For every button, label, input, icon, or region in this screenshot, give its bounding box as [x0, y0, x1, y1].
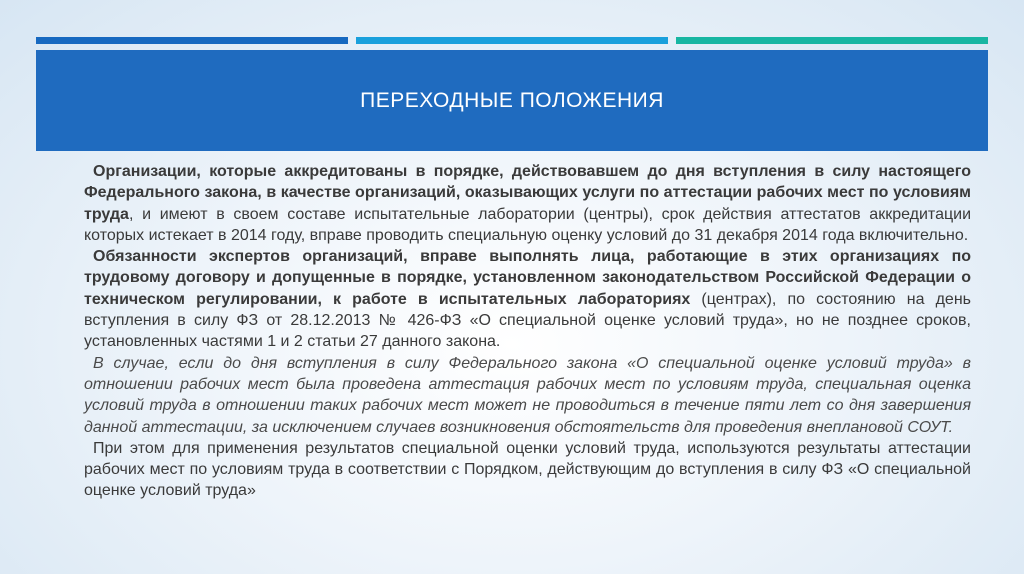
paragraph-4-normal: При этом для применения результатов специальной оценки условий труда, используются результаты аттестации рабочих мест по условиям труда в соответствии с Порядком, действующим до вступления в силу ФЗ «О специальной оценке условий труда»	[84, 439, 971, 500]
paragraph-expert-duties	[84, 246, 971, 352]
paragraph-previous-attestation	[84, 353, 971, 438]
slide-title: ПЕРЕХОДНЫЕ ПОЛОЖЕНИЯ	[360, 88, 664, 112]
paragraph-3-italic: В случае, если до дня вступления в силу Федерального закона «О специальной оценке условий труда» в отношении рабочих мест была проведена аттестация рабочих мест по условиям труда, специальная оценка условий труда в отношении таких рабочих мест может не проводиться в течение пяти лет со дня завершения данной аттестации, за исключением случаев возникновения обстоятельств для проведения внеплановой СОУТ.	[84, 354, 971, 436]
slide-body	[84, 161, 971, 502]
accent-bar-right	[676, 37, 988, 44]
accent-bar-middle	[356, 37, 668, 44]
paragraph-1-bold: Организации, которые аккредитованы в порядке, действовавшем до дня вступления в силу настоящего Федерального закона, в качестве организаций, оказывающих услуги по аттестации рабочих мест по условиям труда	[84, 163, 971, 223]
paragraph-2-normal: (центрах), по состоянию на день вступления в силу ФЗ от 28.12.2013 № 426-ФЗ «О специальной оценке условий труда», но не позднее сроков, установленных частями 1 и 2 статьи 27 данного закона.	[84, 290, 972, 351]
paragraph-1-normal: , и имеют в своем составе испытательные лаборатории (центры), срок действия аттестатов аккредитации которых истекает в 2014 году, вправе проводить специальную оценку условий до 31 декабря 2014 года включительно.	[84, 205, 971, 244]
accent-bar-left	[36, 37, 348, 44]
paragraph-accredited-organizations	[84, 161, 971, 246]
slide-header	[36, 50, 988, 151]
paragraph-2-bold: Обязанности экспертов организаций, вправе выполнять лица, работающие в этих организациях по трудовому договору и допущенные в порядке, установленном законодательством Российской Федерации о техническом регулировании, к работе в испытательных лабораториях	[84, 248, 971, 308]
paragraph-attestation-results	[84, 438, 971, 502]
